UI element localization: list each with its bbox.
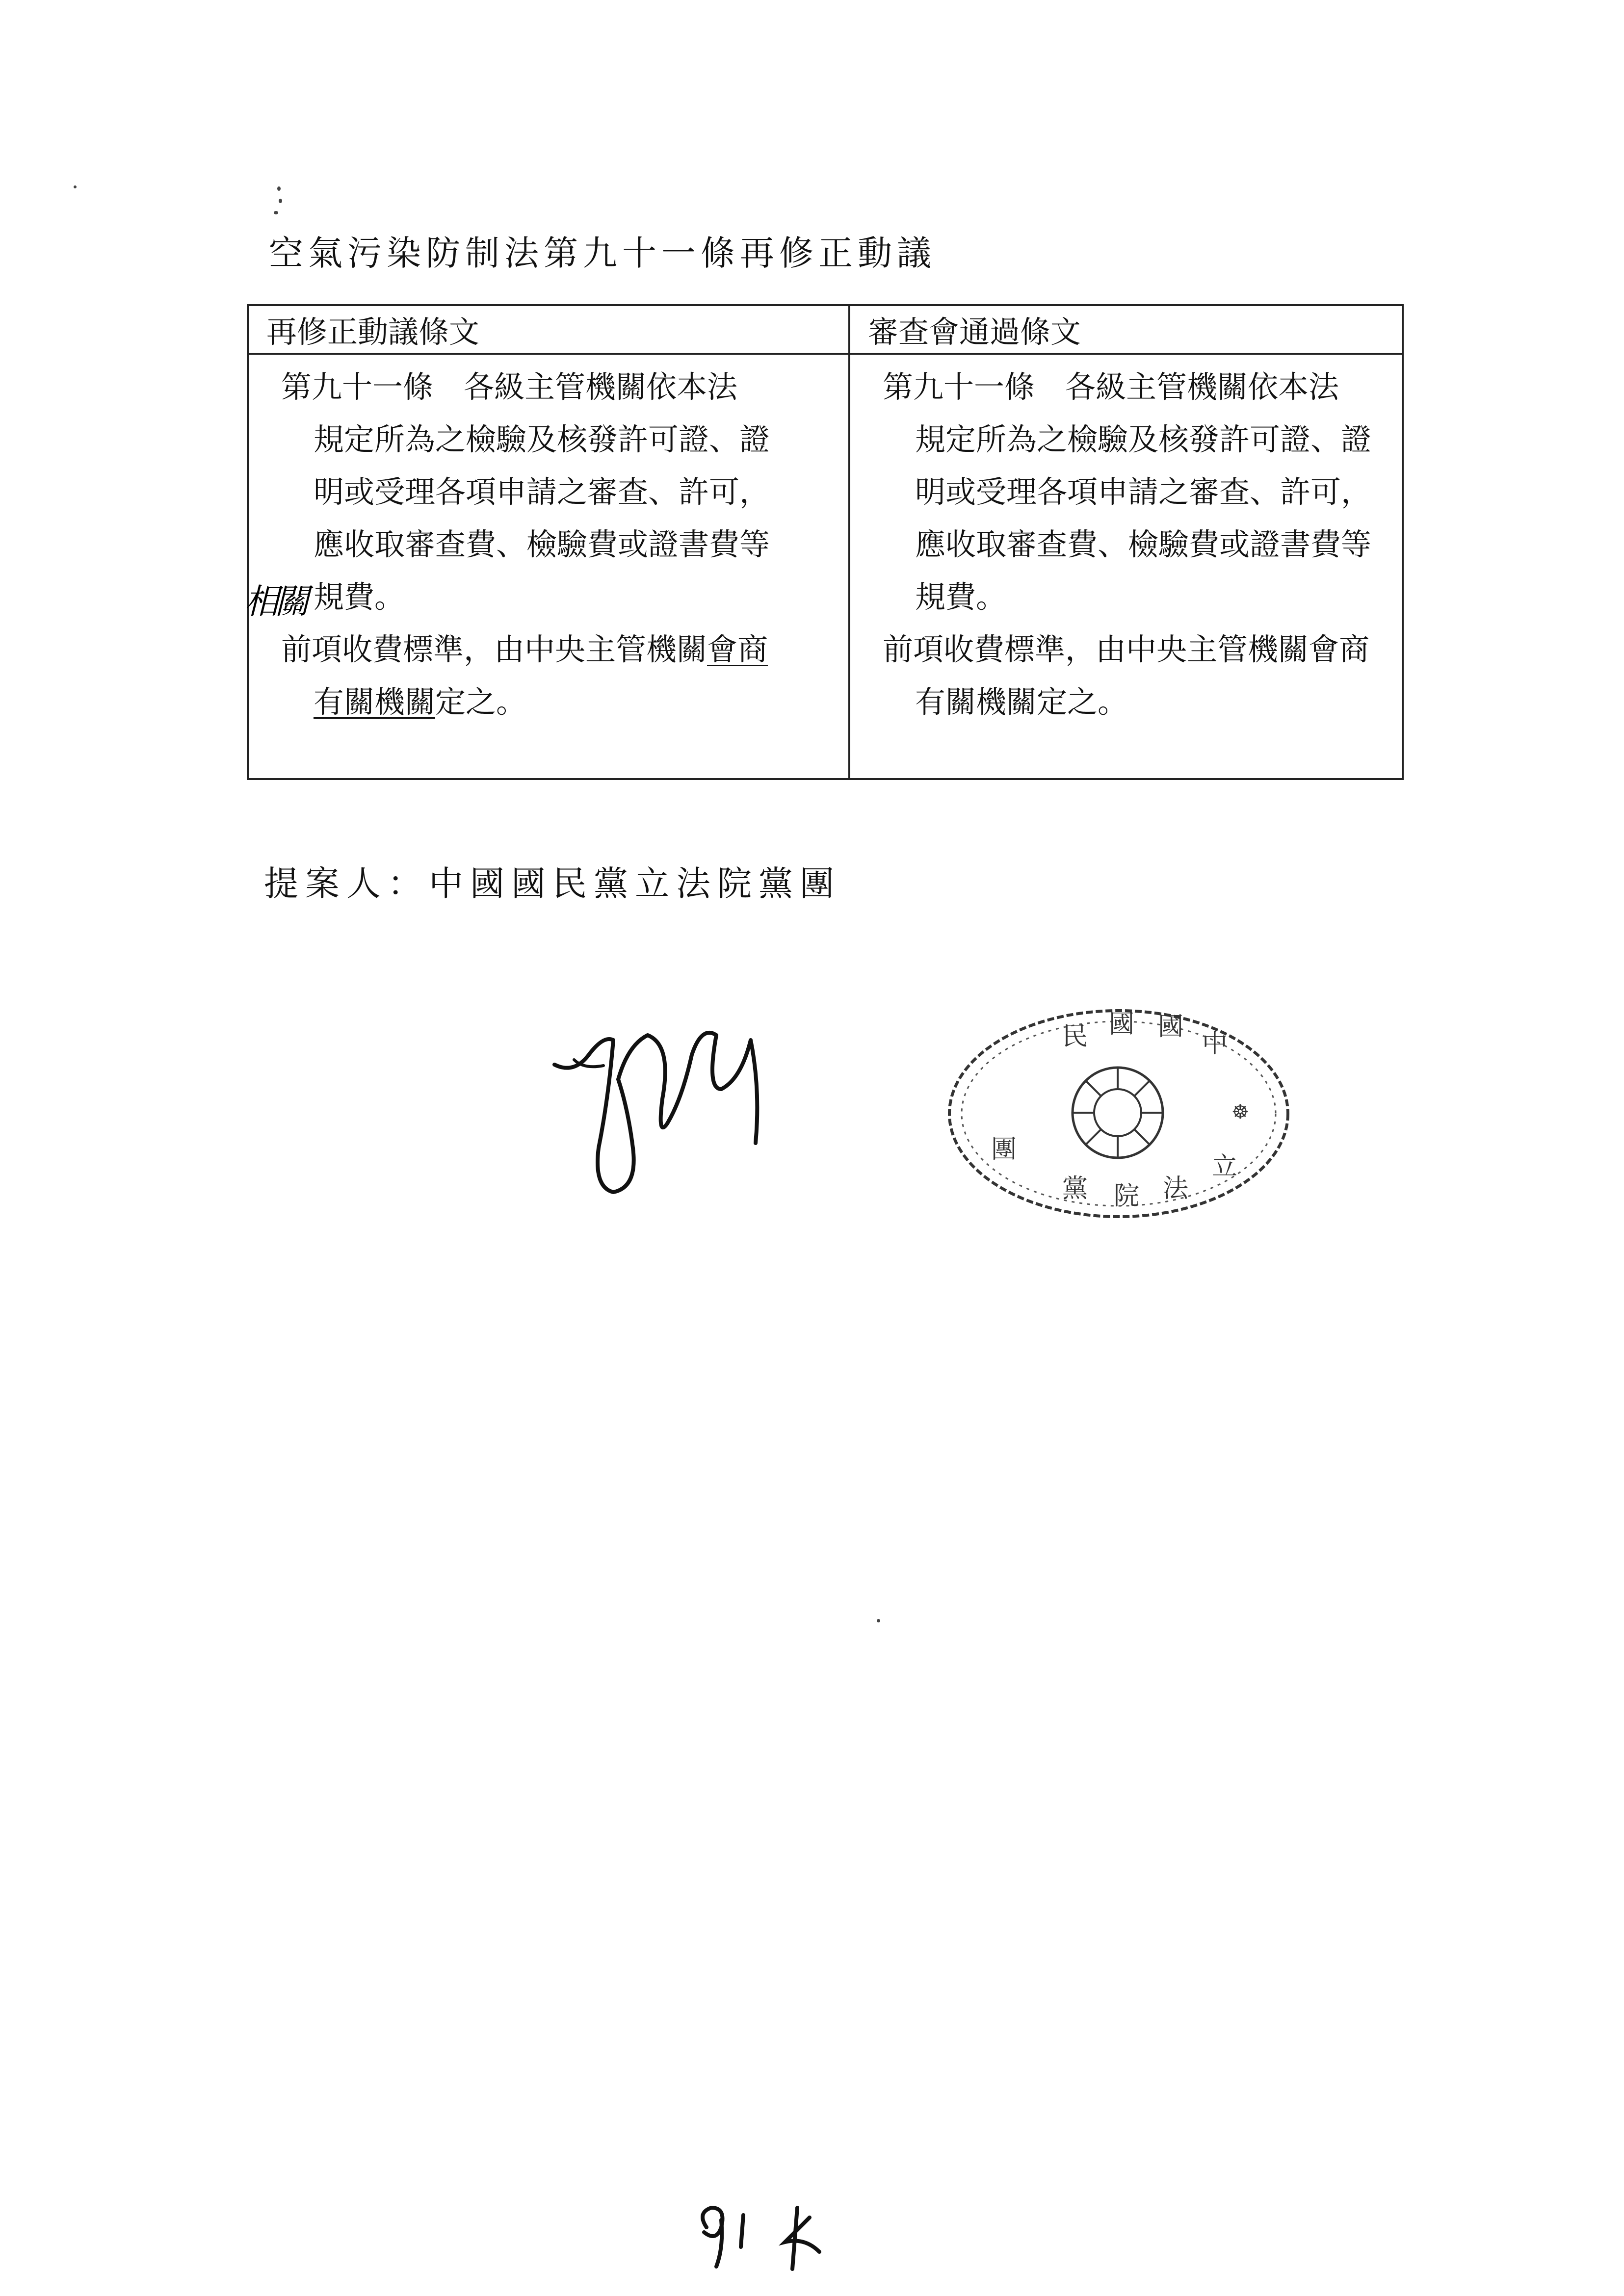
header-revised-motion: 再修正動議條文 (248, 305, 849, 354)
left-paragraph-1 (281, 361, 848, 623)
scan-speck (274, 211, 278, 214)
left-paragraph-2 (281, 623, 848, 728)
svg-text:☸: ☸ (1231, 1101, 1249, 1123)
proposer-line: 提案人：中國國民黨立法院黨團 (264, 863, 841, 904)
svg-text:院: 院 (1114, 1181, 1140, 1211)
left-p1-line-5: 規費。 (314, 579, 405, 615)
left-p1-line-2: 規定所為之檢驗及核發許可證、證 (314, 421, 770, 457)
left-cell (248, 354, 849, 779)
right-p2-line-2: 有關機關定之。 (915, 684, 1128, 720)
right-p2-line-1: 前項收費標準，由中央主管機關會商 (883, 631, 1370, 667)
left-p2-plain: 前項收費標準，由中央主管機關 (281, 631, 707, 667)
handwritten-insert-note: 相關 (244, 581, 305, 622)
left-p1-line-3: 明或受理各項申請之審查、許可， (314, 474, 770, 510)
svg-text:黨: 黨 (1062, 1174, 1088, 1203)
left-p1-line-4: 應收取審查費、檢驗費或證書費等 (314, 526, 770, 562)
right-paragraph-1 (883, 361, 1402, 623)
right-p1-line-5: 規費。 (915, 579, 1007, 615)
handwritten-signature (545, 1001, 810, 1217)
scan-speck (279, 199, 282, 203)
right-p1-line-3: 明或受理各項申請之審查、許可， (915, 474, 1372, 510)
svg-text:團: 團 (991, 1135, 1017, 1164)
svg-text:國: 國 (1109, 1010, 1135, 1039)
svg-text:中: 中 (1202, 1029, 1228, 1059)
right-p1-line-2: 規定所為之檢驗及核發許可證、證 (915, 421, 1372, 457)
svg-text:國: 國 (1158, 1012, 1184, 1042)
left-p2-underlined-2: 有關機關 (314, 684, 436, 720)
scan-speck (277, 186, 281, 191)
scan-speck (877, 1619, 880, 1622)
right-paragraph-2 (883, 623, 1402, 728)
document-title: 空氣污染防制法第九十一條再修正動議 (269, 233, 936, 273)
comparison-table (247, 304, 1404, 780)
table-header-row (248, 305, 1403, 354)
table-body-row (248, 354, 1403, 779)
party-seal-stamp (932, 986, 1305, 1241)
scan-speck (74, 185, 77, 188)
left-p2-underlined: 會商 (707, 631, 768, 667)
left-p2-line-1 (281, 623, 848, 676)
left-p2-plain-2: 定之。 (435, 684, 527, 720)
header-committee-text: 審查會通過條文 (849, 305, 1403, 354)
svg-text:民: 民 (1062, 1022, 1088, 1051)
svg-text:法: 法 (1163, 1174, 1189, 1203)
left-p2-line-2 (281, 676, 848, 728)
right-p1-line-4: 應收取審查費、檢驗費或證書費等 (915, 526, 1372, 562)
left-p1-line-1: 第九十一條 各級主管機關依本法 (281, 369, 738, 405)
svg-text:立: 立 (1212, 1152, 1238, 1181)
right-cell (849, 354, 1403, 779)
handwritten-page-number (687, 2198, 873, 2276)
right-p1-line-1: 第九十一條 各級主管機關依本法 (883, 369, 1339, 405)
